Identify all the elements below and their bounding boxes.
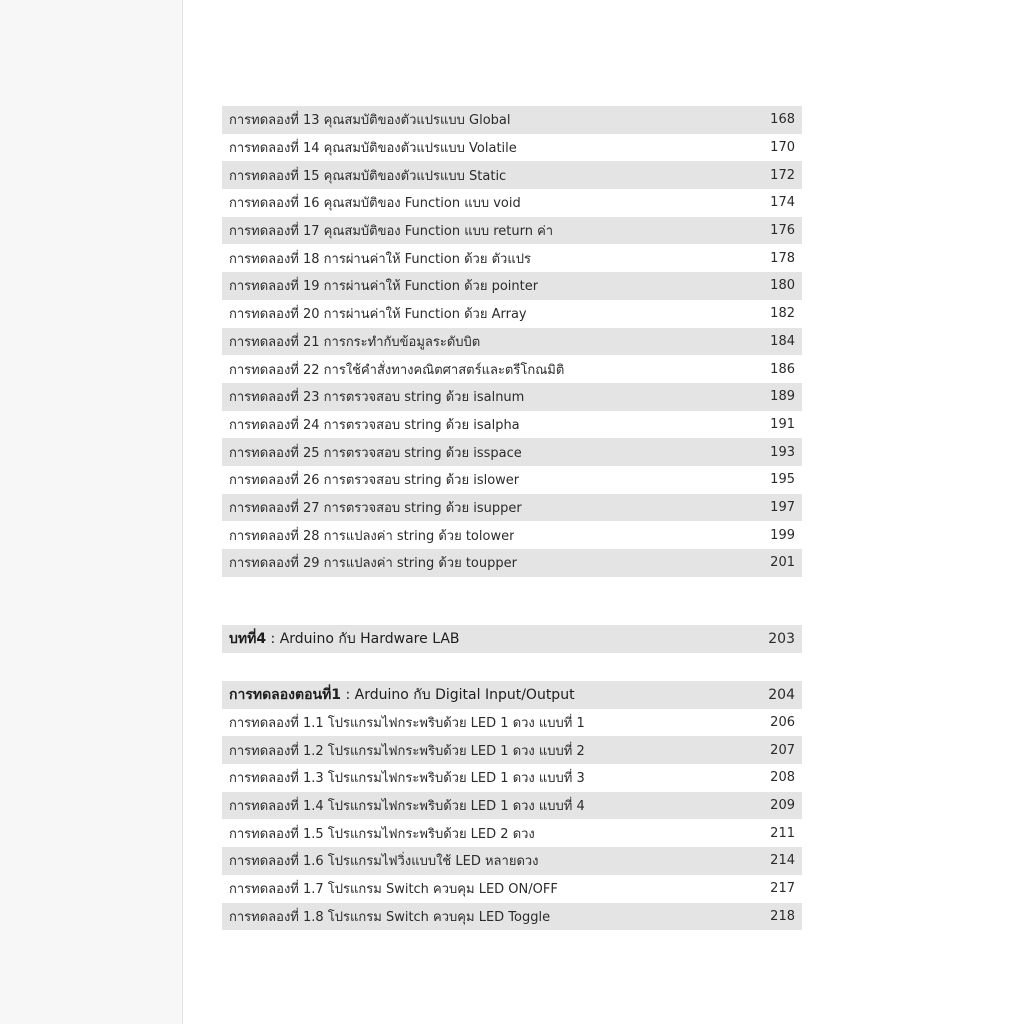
toc-row-title: การทดลองที่ 27 การตรวจสอบ string ด้วย isupper	[229, 500, 522, 516]
toc-row-page: 199	[770, 527, 795, 543]
toc-row	[222, 411, 802, 439]
toc-row-page: 211	[770, 825, 795, 841]
toc-row-page: 191	[770, 416, 795, 432]
toc-row	[222, 383, 802, 411]
toc-row-page: 208	[770, 770, 795, 786]
toc-row-title: การทดลองที่ 1.1 โปรแกรมไฟกระพริบด้วย LED 1 ดวง แบบที่ 1	[229, 716, 585, 732]
toc-row-title: การทดลองที่ 1.7 โปรแกรม Switch ควบคุม LED ON/OFF	[229, 882, 558, 898]
toc-row-title: การทดลองที่ 15 คุณสมบัติของตัวแปรแบบ Static	[229, 168, 507, 184]
toc-row-page: 170	[770, 140, 795, 156]
toc-row	[222, 272, 802, 300]
toc-row-title: การทดลองที่ 29 การแปลงค่า string ด้วย toupper	[229, 556, 517, 572]
toc-row	[222, 847, 802, 875]
toc-row	[222, 903, 802, 931]
toc-row	[222, 736, 802, 764]
toc-row-page: 209	[770, 798, 795, 814]
toc-section-b	[222, 681, 802, 930]
toc-row-title: การทดลองที่ 21 การกระทำกับข้อมูลระดับบิต	[229, 334, 481, 350]
toc-row-title: การทดลองที่ 1.2 โปรแกรมไฟกระพริบด้วย LED 1 ดวง แบบที่ 2	[229, 743, 585, 759]
toc-row	[222, 521, 802, 549]
toc-row	[222, 189, 802, 217]
toc-row	[222, 792, 802, 820]
toc-row	[222, 328, 802, 356]
toc-row-title: การทดลองที่ 1.4 โปรแกรมไฟกระพริบด้วย LED 1 ดวง แบบที่ 4	[229, 799, 585, 815]
toc-row-page: 180	[770, 278, 795, 294]
toc-row-page: 218	[770, 908, 795, 924]
toc-row-title: การทดลองที่ 26 การตรวจสอบ string ด้วย islower	[229, 473, 520, 489]
toc-row-page: 214	[770, 853, 795, 869]
chapter-heading-row	[222, 625, 802, 653]
toc-row-page: 201	[770, 555, 795, 571]
toc-row-title: การทดลองที่ 28 การแปลงค่า string ด้วย tolower	[229, 528, 515, 544]
section-heading-title	[229, 684, 575, 706]
toc-row	[222, 438, 802, 466]
toc-row	[222, 819, 802, 847]
toc-row-page: 182	[770, 306, 795, 322]
toc-row-page: 197	[770, 499, 795, 515]
toc-row-title: การทดลองที่ 20 การผ่านค่าให้ Function ด้วย Array	[229, 307, 527, 323]
toc-row-page: 172	[770, 167, 795, 183]
toc-row	[222, 494, 802, 522]
toc-row-title: การทดลองที่ 18 การผ่านค่าให้ Function ด้วย ตัวแปร	[229, 251, 531, 267]
toc-row-page: 168	[770, 112, 795, 128]
toc-row-title: การทดลองที่ 1.3 โปรแกรมไฟกระพริบด้วย LED 1 ดวง แบบที่ 3	[229, 771, 585, 787]
toc-row-title: การทดลองที่ 19 การผ่านค่าให้ Function ด้วย pointer	[229, 279, 539, 295]
toc-row-page: 217	[770, 881, 795, 897]
section-heading-rest: : Arduino กับ Digital Input/Output	[341, 686, 575, 703]
toc-row-page: 178	[770, 250, 795, 266]
toc-row-page: 193	[770, 444, 795, 460]
toc-row	[222, 217, 802, 245]
toc-row	[222, 161, 802, 189]
toc-row	[222, 549, 802, 577]
toc-row-page: 184	[770, 333, 795, 349]
toc-row-page: 186	[770, 361, 795, 377]
toc-row-title: การทดลองที่ 13 คุณสมบัติของตัวแปรแบบ Global	[229, 113, 511, 129]
toc-row	[222, 875, 802, 903]
toc-row-page: 176	[770, 223, 795, 239]
toc-row-title: การทดลองที่ 14 คุณสมบัติของตัวแปรแบบ Volatile	[229, 141, 517, 157]
toc-row-title: การทดลองที่ 25 การตรวจสอบ string ด้วย isspace	[229, 445, 522, 461]
toc-row-page: 195	[770, 472, 795, 488]
chapter-heading-title	[229, 628, 460, 650]
toc-row	[222, 355, 802, 383]
toc-row-page: 174	[770, 195, 795, 211]
toc-row-title: การทดลองที่ 1.8 โปรแกรม Switch ควบคุม LED Toggle	[229, 909, 551, 925]
chapter-heading-rest: : Arduino กับ Hardware LAB	[266, 630, 460, 647]
toc-row-title: การทดลองที่ 1.5 โปรแกรมไฟกระพริบด้วย LED 2 ดวง	[229, 826, 535, 842]
toc-row-page: 206	[770, 715, 795, 731]
section-heading-row	[222, 681, 802, 709]
toc-row-title: การทดลองที่ 17 คุณสมบัติของ Function แบบ return ค่า	[229, 224, 554, 240]
toc-chapter	[222, 625, 802, 653]
toc-row-title: การทดลองที่ 16 คุณสมบัติของ Function แบบ void	[229, 196, 521, 212]
toc-row-title: การทดลองที่ 24 การตรวจสอบ string ด้วย isalpha	[229, 417, 520, 433]
toc-row	[222, 300, 802, 328]
toc-row	[222, 764, 802, 792]
section-heading-prefix: การทดลองตอนที่1	[229, 686, 342, 703]
toc-row	[222, 244, 802, 272]
toc-row	[222, 134, 802, 162]
section-heading-page: 204	[768, 686, 795, 703]
toc-row-page: 207	[770, 742, 795, 758]
toc-row	[222, 466, 802, 494]
toc-row-page: 189	[770, 389, 795, 405]
toc-row	[222, 106, 802, 134]
chapter-heading-prefix: บทที่4	[229, 630, 267, 647]
toc-row-title: การทดลองที่ 22 การใช้คำสั่งทางคณิตศาสตร์และตรีโกณมิติ	[229, 362, 565, 378]
toc-row-title: การทดลองที่ 23 การตรวจสอบ string ด้วย isalnum	[229, 390, 525, 406]
chapter-heading-page: 203	[768, 630, 795, 647]
toc-row-title: การทดลองที่ 1.6 โปรแกรมไฟวิ่งแบบใช้ LED หลายดวง	[229, 854, 539, 870]
toc-row	[222, 709, 802, 737]
toc-section-a	[222, 106, 802, 577]
